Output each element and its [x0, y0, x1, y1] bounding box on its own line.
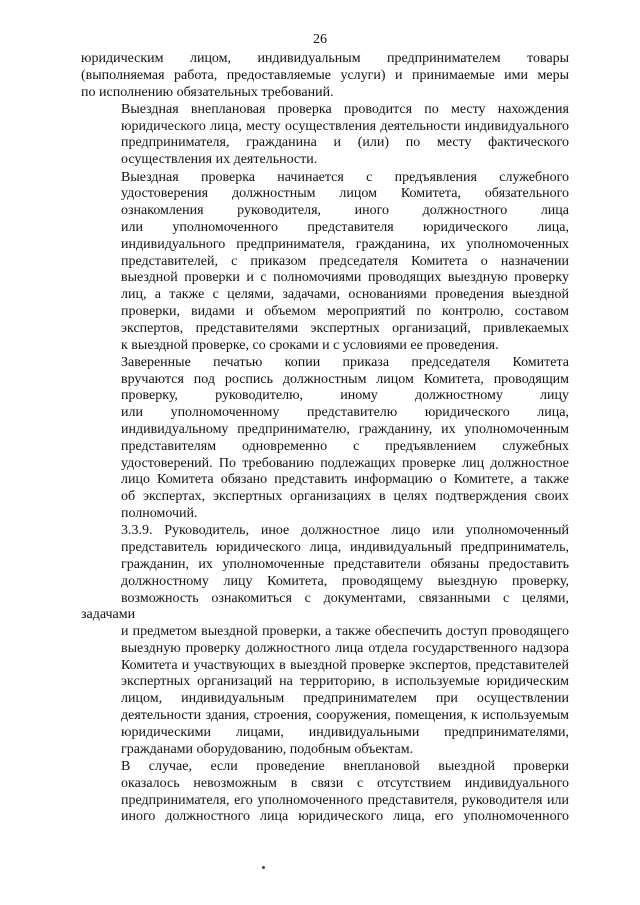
text-line: вручаются под роспись должностным лицом Комитета, проводящим: [121, 371, 569, 387]
text-line: об экспертах, экспертных организациях в целях подтверждения своих: [121, 489, 569, 505]
text-line: юридического лица, месту осуществления деятельности индивидуального: [121, 118, 569, 134]
paragraph: [81, 170, 569, 355]
text-line: полномочий.: [121, 506, 198, 522]
paragraph: [81, 355, 569, 523]
text-line: лицо Комитета обязано представить информацию о Комитете, а также: [121, 472, 569, 488]
text-line: лицом, индивидуальным предпринимателем при осуществлении: [121, 691, 569, 707]
text-line: экспертов, представителями экспертных организаций, привлекаемых: [121, 320, 569, 336]
text-line: Заверенные печатью копии приказа председателя Комитета: [121, 354, 569, 370]
text-line: индивидуальному предпринимателю, гражданину, их уполномоченным: [121, 422, 569, 438]
paragraph: [81, 759, 569, 826]
text-line: или уполномоченного представителя юридического лица,: [121, 219, 569, 235]
text-line: должностному лицу Комитета, проводящему выездную проверку,: [121, 573, 569, 589]
text-line: лиц, а также с целями, задачами, основаниями проведения выездной: [121, 287, 569, 303]
document-body: [81, 51, 569, 827]
text-line: представитель юридического лица, индивидуальный предприниматель,: [121, 540, 569, 556]
text-line: представителям одновременно с предъявлением служебных: [121, 438, 569, 454]
text-line: гражданами оборудованию, подобным объектам.: [121, 741, 414, 757]
text-line: проверки, видами и объемом мероприятий по контролю, составом: [121, 303, 569, 319]
text-line: деятельности здания, строения, сооружения, помещения, к используемым: [121, 708, 569, 724]
text-line: или уполномоченному представителю юридического лица,: [121, 405, 569, 421]
text-line: проверку, руководителю, иному должностному лицу: [121, 388, 569, 404]
text-line: 3.3.9. Руководитель, иное должностное лицо или уполномоченный: [121, 523, 569, 539]
page-number: 26: [313, 32, 327, 47]
text-line: иного должностного лица юридического лица, его уполномоченного: [121, 809, 569, 825]
text-line: индивидуального предпринимателя, гражданина, их уполномоченных: [121, 236, 569, 252]
text-line: Выездная проверка начинается с предъявления служебного: [121, 169, 569, 185]
text-line: к выездной проверке, со сроками и с условиями ее проведения.: [121, 337, 499, 353]
text-line: возможность ознакомиться с документами, связанными с целями, задачами: [81, 590, 569, 623]
text-line: осуществления их деятельности.: [121, 152, 318, 168]
paragraph: [81, 523, 569, 758]
text-line: экспертных организаций на территорию, в используемые юридическим: [121, 674, 569, 690]
text-line: по исполнению обязательных требований.: [81, 84, 334, 100]
paragraph: [81, 102, 569, 169]
scan-speck: [262, 866, 265, 869]
text-line: юридическими лицами, индивидуальными предпринимателями,: [121, 724, 569, 740]
text-line: удостоверения должностным лицом Комитета, обязательного: [121, 186, 569, 202]
text-line: выездной проверки и с полномочиями проводящих выездную проверку: [121, 270, 569, 286]
text-line: юридическим лицом, индивидуальным предпринимателем товары: [81, 51, 569, 66]
text-line: представителей, с приказом председателя Комитета о назначении: [121, 253, 569, 269]
text-line: предпринимателя, гражданина и (или) по месту фактического: [121, 135, 569, 151]
text-line: и предметом выездной проверки, а также обеспечить доступ проводящего: [121, 624, 569, 640]
text-line: (выполняемая работа, предоставляемые услуги) и принимаемые ими меры: [81, 67, 569, 83]
text-line: предпринимателя, его уполномоченного представителя, руководителя или: [121, 792, 569, 808]
text-line: В случае, если проведение внеплановой выездной проверки: [121, 758, 569, 774]
text-line: ознакомления руководителя, иного должностного лица: [121, 203, 569, 219]
text-line: удостоверений. По требованию подлежащих проверке лиц должностное: [121, 455, 569, 471]
text-line: оказалось невозможным в связи с отсутствием индивидуального: [121, 775, 569, 791]
text-line: гражданин, их уполномоченные представители обязаны предоставить: [121, 556, 569, 572]
text-line: Комитета и участвующих в выездной проверке экспертов, представителей: [121, 657, 569, 673]
text-line: выездную проверку должностного лица отдела государственного надзора: [121, 640, 569, 656]
text-line: Выездная внеплановая проверка проводится по месту нахождения: [121, 101, 569, 117]
paragraph: [81, 51, 569, 101]
